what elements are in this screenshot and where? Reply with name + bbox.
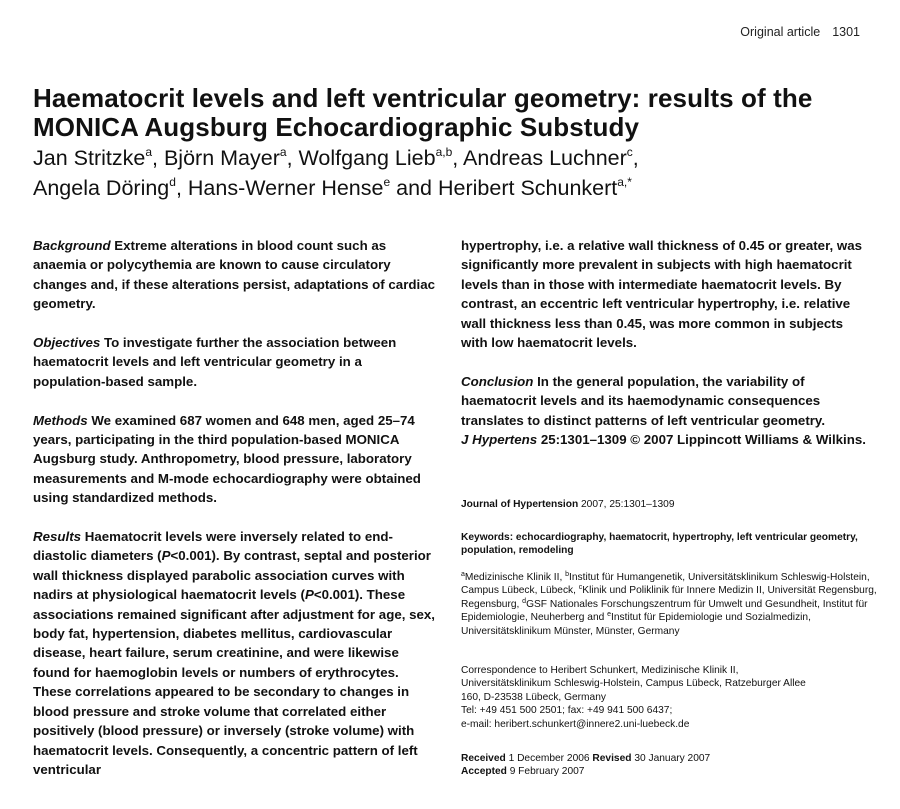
author: Hans-Werner Hense xyxy=(187,176,384,200)
results-label: Results xyxy=(33,529,82,545)
author-separator: , xyxy=(152,146,164,170)
objectives-text: To investigate further the association between haematocrit levels and left ventricular geometry in a population-based sample. xyxy=(33,335,397,389)
correspondence-line: Correspondence to Heribert Schunkert, Medizinische Klinik II, xyxy=(461,665,739,676)
accepted-line xyxy=(461,765,881,778)
citation-text: 25:1301–1309 © 2007 Lippincott Williams & Wilkins. xyxy=(537,432,866,448)
background-text: Extreme alterations in blood count such as anaemia or polycythemia are known to cause circulatory changes and, if these alterations persist, adaptations of cardiac geometry. xyxy=(33,238,435,312)
author-separator: and xyxy=(390,176,438,200)
correspondence-email[interactable]: e-mail: heribert.schunkert@innere2.uni-luebeck.de xyxy=(461,718,690,730)
abstract-methods xyxy=(33,411,435,508)
abstract-conclusion xyxy=(461,372,871,450)
abstract-objectives xyxy=(33,333,435,391)
affiliations xyxy=(461,571,881,638)
page-number: 1301 xyxy=(832,25,860,39)
correspondence-line: Tel: +49 451 500 2501; fax: +49 941 500 6437; xyxy=(461,705,673,717)
affiliation-mark: c xyxy=(578,584,583,592)
affiliation-text: Medizinische Klinik II, xyxy=(464,572,566,583)
results-text: Haematocrit levels were inversely related to end-diastolic diameters ( xyxy=(33,529,393,564)
abstract-left-column xyxy=(33,236,435,799)
article-title: Haematocrit levels and left ventricular geometry: results of the MONICA Augsburg Echocardiographic Substudy xyxy=(33,83,813,142)
correspondence xyxy=(461,664,881,731)
author: Jan Stritzke xyxy=(33,146,146,170)
abstract-background xyxy=(33,236,435,314)
author: Björn Mayer xyxy=(163,146,280,170)
affiliation-text: Institut für Humangenetik, Universitätsklinikum Schleswig-Holstein, Campus Lübeck, Lübeck, xyxy=(461,572,870,597)
results-text: <0.001). By contrast, septal and posterior wall thickness displayed parabolic association curves with nadirs at physiological haematocrit levels ( xyxy=(33,548,431,603)
affiliation-mark: a xyxy=(461,571,465,578)
affiliation-mark: e xyxy=(607,611,612,619)
received-date: 1 December 2006 xyxy=(505,753,593,764)
author-separator: , xyxy=(286,146,299,170)
affiliation-text: GSF Nationales Forschungszentrum für Umwelt und Gesundheit, Institut für Epidemiologie, Neuherberg and xyxy=(461,598,868,624)
p-value-symbol: P xyxy=(304,587,314,603)
methods-label: Methods xyxy=(33,412,88,428)
methods-text: We examined 687 women and 648 men, aged 25–74 years, participating in the third population-based MONICA Augsburg study. Anthropometry, blood pressure, laboratory measurements and M-mode echocardiography were obtained using standardized methods. xyxy=(33,412,421,506)
received-label: Received xyxy=(461,753,506,764)
affiliation-text: Klinik und Poliklinik für Innere Medizin II, Universität Regensburg, Regensburg, xyxy=(461,585,877,610)
correspondence-line: 160, D-23538 Lübeck, Germany xyxy=(461,691,606,703)
objectives-label: Objectives xyxy=(33,335,101,351)
author-separator: , xyxy=(175,176,188,200)
author-affiliation-mark: a xyxy=(145,145,153,159)
revised-date: 30 January 2007 xyxy=(631,753,711,764)
author: Wolfgang Lieb xyxy=(298,146,436,170)
author-list xyxy=(33,143,883,203)
abstract-right-column xyxy=(461,236,871,469)
author-affiliation-mark: a,b xyxy=(435,145,453,159)
keywords: Keywords: echocardiography, haematocrit, hypertrophy, left ventricular geometry, population, remodeling xyxy=(461,532,858,557)
journal-reference xyxy=(461,498,881,511)
affiliation-text: Institut für Epidemiologie und Sozialmedizin, Universitätsklinikum Münster, Münster, Germany xyxy=(461,612,811,637)
author-affiliation-mark: d xyxy=(169,175,176,189)
affiliation-mark: b xyxy=(565,571,570,578)
correspondence-line: Universitätsklinikum Schleswig-Holstein, Campus Lübeck, Ratzeburger Allee xyxy=(461,678,806,690)
author-separator: , xyxy=(632,146,639,170)
conclusion-label: Conclusion xyxy=(461,373,534,389)
author-affiliation-mark: c xyxy=(626,145,633,159)
journal-details: 2007, 25:1301–1309 xyxy=(578,499,675,510)
author-affiliation-mark: e xyxy=(383,175,391,189)
received-revised-line xyxy=(461,752,881,765)
p-value-symbol: P xyxy=(161,548,171,564)
author-affiliation-mark: a,* xyxy=(617,175,632,189)
author-affiliation-mark: a xyxy=(279,145,287,159)
running-header xyxy=(740,25,860,39)
revised-label: Revised xyxy=(592,753,632,764)
article-dates xyxy=(461,752,881,779)
author-separator: , xyxy=(452,146,464,170)
background-label: Background xyxy=(33,238,111,253)
journal-name: Journal of Hypertension xyxy=(461,499,579,510)
citation-journal: J Hypertens xyxy=(461,432,538,448)
affiliation-mark: d xyxy=(522,597,527,605)
author: Andreas Luchner xyxy=(463,146,627,170)
accepted-label: Accepted xyxy=(461,766,507,778)
author: Angela Döring xyxy=(33,176,170,200)
abstract-results-continued: hypertrophy, i.e. a relative wall thickness of 0.45 or greater, was significantly more prevalent in subjects with high haematocrit levels than in those with intermediate haematocrit levels. By contrast, an eccentric left ventricular hypertrophy, i.e. relative wall thickness less than 0.45, was more common in subjects with low haematocrit levels. xyxy=(461,238,863,351)
section-label: Original article xyxy=(740,25,821,39)
conclusion-text: In the general population, the variability of haematocrit levels and its haemodynamic consequences translates to distinct patterns of left ventricular geometry. xyxy=(461,373,826,428)
abstract-results xyxy=(33,527,435,779)
accepted-date: 9 February 2007 xyxy=(506,766,585,778)
results-text: <0.001). These associations remained significant after adjustment for age, sex, body fat, hypertension, diabetes mellitus, cardiovascular disease, heart failure, serum creatinine, and were likewise found for haemoglobin levels or numbers of erythrocytes. These correlations appeared to be secondary to changes in blood pressure and stroke volume that correlated either positively (blood pressure) or inversely (stroke volume) with haematocrit levels. Consequently, a concentric pattern of left ventricular xyxy=(33,587,435,777)
author: Heribert Schunkert xyxy=(438,176,618,200)
